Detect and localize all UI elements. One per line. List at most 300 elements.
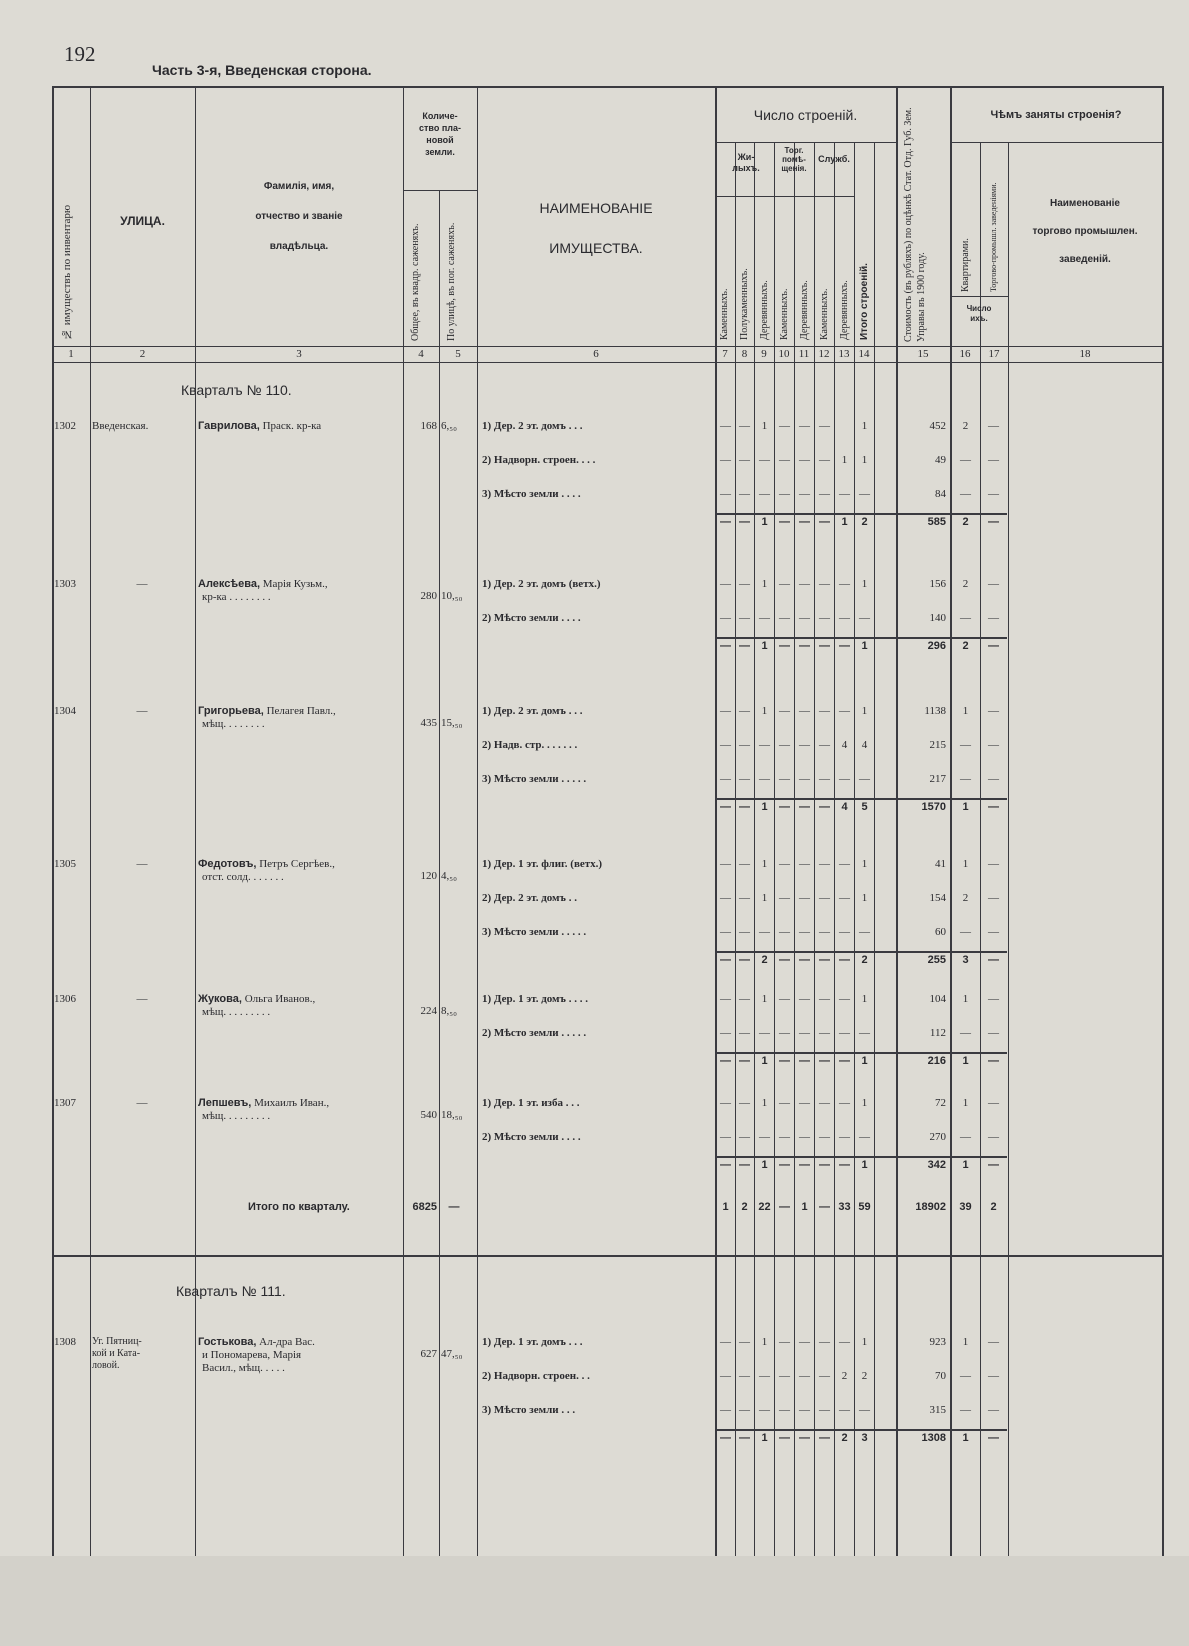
- kvartal-title: Кварталъ № 111.: [176, 1283, 286, 1299]
- subtotal-rule: [715, 951, 1007, 953]
- empty-cell: —: [819, 892, 830, 904]
- cell-c16: —: [960, 612, 971, 624]
- header-property-line: ИМУЩЕСТВА.: [549, 240, 643, 256]
- empty-cell: —: [779, 1097, 790, 1109]
- cell-cost: 154: [929, 892, 946, 904]
- total-c17: —: [988, 1432, 999, 1444]
- total-c14: 3: [861, 1432, 868, 1444]
- empty-cell: —: [819, 1370, 830, 1382]
- cell-c17: —: [988, 926, 999, 938]
- empty-cell: —: [799, 612, 810, 624]
- header-sub-stone: Каменныхъ.: [819, 288, 830, 340]
- cell-c14: 1: [861, 858, 868, 870]
- col-border: [439, 190, 440, 1556]
- page-number: 192: [64, 42, 96, 66]
- header-land-line: новой: [426, 135, 454, 145]
- owner-detail: и Пономарева, Марія: [202, 1349, 302, 1361]
- entry-owner: [198, 993, 398, 1019]
- cell-c16: —: [960, 488, 971, 500]
- total-c17: —: [988, 1159, 999, 1171]
- empty-cell: —: [720, 1131, 731, 1143]
- empty-cell: —: [739, 454, 750, 466]
- col-border: [90, 86, 91, 1556]
- cell-c14: —: [859, 773, 870, 785]
- header-owner-line: отчество и званіе: [255, 211, 343, 222]
- property-item: 1) Дер. 2 эт. домъ . . .: [482, 420, 583, 432]
- empty-cell: —: [819, 801, 830, 813]
- empty-cell: —: [799, 773, 810, 785]
- empty-cell: —: [799, 1159, 810, 1171]
- entry-owner: [198, 705, 398, 731]
- cell-c16: —: [960, 1027, 971, 1039]
- empty-cell: —: [819, 1055, 830, 1067]
- owner-surname: Гаврилова,: [198, 420, 260, 432]
- cell-cost: 60: [935, 926, 946, 938]
- total-c14: 1: [861, 640, 868, 652]
- header-inventory-no: № имуществъ по инвентарю: [61, 204, 73, 340]
- entry-land-street: 10,₅₀: [441, 590, 463, 602]
- cell-c17: —: [988, 488, 999, 500]
- kvartal-total-c8: 2: [741, 1201, 748, 1213]
- empty-cell: —: [720, 612, 731, 624]
- subtotal-rule: [715, 637, 1007, 639]
- owner-surname: Лепшевъ,: [198, 1097, 252, 1109]
- empty-cell: —: [739, 488, 750, 500]
- empty-cell: —: [739, 1055, 750, 1067]
- header-owner: [195, 172, 403, 262]
- owner-detail: Васил., мѣщ. . . . .: [202, 1362, 285, 1374]
- owner-detail: мѣщ. . . . . . . . .: [202, 1006, 271, 1018]
- entry-street: —: [136, 1097, 148, 1109]
- empty-cell: —: [819, 1336, 830, 1348]
- empty-cell: —: [779, 516, 790, 528]
- empty-cell: —: [819, 858, 830, 870]
- cell-c14: —: [859, 1131, 870, 1143]
- total-c16: 3: [962, 954, 969, 966]
- cell-c9: 1: [761, 858, 768, 870]
- empty-cell: —: [720, 1336, 731, 1348]
- entry-street: —: [136, 858, 148, 870]
- col-number: 7: [722, 348, 728, 360]
- empty-cell: —: [779, 1336, 790, 1348]
- occupied-header-split: [950, 142, 1162, 143]
- empty-cell: —: [720, 516, 731, 528]
- cell-c17: —: [988, 420, 999, 432]
- empty-cell: —: [779, 612, 790, 624]
- col-border: [195, 86, 196, 1556]
- kvartal-total-cost: 18902: [915, 1201, 946, 1213]
- empty-cell: —: [720, 954, 731, 966]
- cell-c17: —: [988, 1404, 999, 1416]
- owner-detail: Петръ Сергѣев.,: [259, 858, 335, 870]
- cell-c13: —: [839, 1336, 850, 1348]
- cell-c13: —: [839, 773, 850, 785]
- empty-cell: —: [799, 705, 810, 717]
- property-item: 1) Дер. 1 эт. домъ . . .: [482, 1336, 583, 1348]
- empty-cell: —: [799, 640, 810, 652]
- cell-c16: 1: [962, 705, 969, 717]
- empty-cell: —: [779, 1159, 790, 1171]
- empty-cell: —: [720, 1432, 731, 1444]
- total-c16: 1: [962, 1159, 969, 1171]
- col-number: 5: [455, 348, 461, 360]
- total-cost: 1308: [921, 1432, 946, 1444]
- col-number: 15: [917, 348, 929, 360]
- cell-c14: —: [859, 612, 870, 624]
- cell-c16: —: [960, 926, 971, 938]
- cell-c9: 1: [761, 1336, 768, 1348]
- owner-detail: Ольга Иванов.,: [244, 993, 316, 1005]
- cell-c13: 1: [841, 454, 848, 466]
- header-residential-line: лыхъ.: [732, 163, 760, 173]
- owner-surname: Алексѣева,: [198, 578, 261, 590]
- header-property-line: НАИМЕНОВАНІЕ: [539, 200, 653, 216]
- cell-c9: 1: [761, 892, 768, 904]
- empty-cell: —: [799, 892, 810, 904]
- cell-c9: —: [759, 1131, 770, 1143]
- entry-number: 1306: [54, 993, 76, 1005]
- cell-cost: 104: [929, 993, 946, 1005]
- cell-c17: —: [988, 705, 999, 717]
- header-trade-name: [1008, 190, 1162, 274]
- owner-detail: Марія Кузьм.,: [262, 578, 328, 590]
- empty-cell: —: [799, 1027, 810, 1039]
- empty-cell: —: [739, 640, 750, 652]
- total-c14: 5: [861, 801, 868, 813]
- cell-c17: —: [988, 773, 999, 785]
- header-property: [477, 188, 715, 268]
- cell-c16: —: [960, 773, 971, 785]
- building-type-split: [715, 196, 855, 197]
- header-street: УЛИЦА.: [120, 214, 165, 228]
- cell-c13: —: [839, 926, 850, 938]
- col-number: 4: [418, 348, 424, 360]
- col-number: 8: [741, 348, 748, 360]
- header-land-qty: [403, 110, 477, 158]
- entry-land-street: 6,₅₀: [441, 420, 457, 432]
- empty-cell: —: [720, 1370, 731, 1382]
- cell-c13: —: [839, 993, 850, 1005]
- cell-c9: —: [759, 1370, 770, 1382]
- colnum-bottom-border: [52, 362, 1162, 363]
- col-number: 13: [838, 348, 850, 360]
- col-number: 14: [858, 348, 870, 360]
- empty-cell: —: [739, 954, 750, 966]
- owner-detail: мѣщ. . . . . . . . .: [202, 1110, 271, 1122]
- empty-cell: —: [819, 705, 830, 717]
- kvartal-total-land: 6825: [412, 1201, 437, 1213]
- header-land-street: По улицѣ, въ пог. саженяхъ.: [446, 222, 457, 341]
- header-sub-stone: Каменныхъ.: [779, 288, 790, 340]
- empty-cell: —: [720, 892, 731, 904]
- cell-cost: 215: [929, 739, 946, 751]
- cell-c17: —: [988, 1097, 999, 1109]
- header-commercial-line: щенія.: [781, 164, 807, 173]
- total-c13: —: [839, 640, 850, 652]
- empty-cell: —: [720, 705, 731, 717]
- empty-cell: —: [799, 1432, 810, 1444]
- empty-cell: —: [739, 705, 750, 717]
- cell-c14: 1: [861, 705, 868, 717]
- total-c9: 1: [761, 801, 768, 813]
- total-c16: 1: [962, 801, 969, 813]
- header-buildings-count: Число строеній.: [753, 107, 858, 123]
- owner-detail: Михаилъ Иван.,: [254, 1097, 330, 1109]
- property-item: 1) Дер. 1 эт. изба . . .: [482, 1097, 580, 1109]
- entry-owner: [198, 578, 398, 604]
- empty-cell: —: [799, 420, 810, 432]
- empty-cell: —: [799, 578, 810, 590]
- cell-c16: —: [960, 739, 971, 751]
- empty-cell: —: [799, 516, 810, 528]
- property-item: 3) Мѣсто земли . . . .: [482, 488, 581, 500]
- entry-land-total: 168: [420, 420, 437, 432]
- empty-cell: —: [739, 1370, 750, 1382]
- empty-cell: —: [720, 926, 731, 938]
- empty-cell: —: [720, 858, 731, 870]
- col-number: 10: [778, 348, 790, 360]
- empty-cell: —: [819, 1404, 830, 1416]
- cell-cost: 923: [929, 1336, 946, 1348]
- table-top-border: [52, 86, 1162, 88]
- cell-cost: 49: [935, 454, 946, 466]
- count-header-split: [950, 296, 1008, 297]
- entry-land-total: 120: [420, 870, 437, 882]
- empty-cell: —: [819, 640, 830, 652]
- empty-cell: —: [739, 892, 750, 904]
- cell-c17: —: [988, 1027, 999, 1039]
- owner-surname: Федотовъ,: [198, 858, 257, 870]
- total-c13: 4: [841, 801, 848, 813]
- total-cost: 216: [927, 1055, 946, 1067]
- property-item: 3) Мѣсто земли . . . . .: [482, 926, 587, 938]
- cell-c13: —: [839, 612, 850, 624]
- empty-cell: —: [819, 488, 830, 500]
- header-trade-line: заведеній.: [1059, 254, 1111, 265]
- empty-cell: —: [799, 926, 810, 938]
- cell-c14: 1: [861, 454, 868, 466]
- empty-cell: —: [739, 1336, 750, 1348]
- cell-cost: 140: [929, 612, 946, 624]
- empty-cell: —: [779, 1432, 790, 1444]
- cell-c16: 2: [962, 578, 969, 590]
- subtotal-rule: [715, 1156, 1007, 1158]
- property-item: 1) Дер. 2 эт. домъ . . .: [482, 705, 583, 717]
- cell-c9: 1: [761, 705, 768, 717]
- cell-c13: —: [839, 858, 850, 870]
- empty-cell: —: [720, 739, 731, 751]
- cell-c13: —: [839, 892, 850, 904]
- empty-cell: —: [799, 1404, 810, 1416]
- empty-cell: —: [720, 454, 731, 466]
- empty-cell: —: [739, 926, 750, 938]
- col-number: 12: [818, 348, 830, 360]
- header-count-of: [950, 304, 1008, 324]
- entry-street: —: [136, 993, 148, 1005]
- entry-street: Уг. Пятниц-: [92, 1336, 142, 1347]
- total-c14: 1: [861, 1055, 868, 1067]
- header-trade-line: торгово промышлен.: [1032, 226, 1138, 237]
- property-item: 2) Надворн. строен. . .: [482, 1370, 590, 1382]
- cell-c16: 2: [962, 892, 969, 904]
- kvartal-total-c17: 2: [990, 1201, 997, 1213]
- empty-cell: —: [779, 1055, 790, 1067]
- kvartal-total-street: —: [448, 1201, 460, 1213]
- owner-surname: Григорьева,: [198, 705, 264, 717]
- owner-detail: кр-ка . . . . . . . .: [202, 591, 271, 603]
- empty-cell: —: [779, 801, 790, 813]
- empty-cell: —: [779, 640, 790, 652]
- cell-cost: 41: [935, 858, 946, 870]
- subtotal-rule: [715, 513, 1007, 515]
- total-c13: —: [839, 1159, 850, 1171]
- kvartal-total-c12: —: [819, 1201, 830, 1213]
- entry-land-total: 540: [420, 1109, 437, 1121]
- empty-cell: —: [799, 1097, 810, 1109]
- total-c16: 2: [962, 640, 969, 652]
- entry-land-street: 18,₅₀: [441, 1109, 463, 1121]
- section-divider: [52, 1255, 1162, 1257]
- empty-cell: —: [739, 1432, 750, 1444]
- col-number: 16: [959, 348, 971, 360]
- empty-cell: —: [720, 801, 731, 813]
- empty-cell: —: [739, 739, 750, 751]
- total-c9: 1: [761, 1159, 768, 1171]
- total-c13: —: [839, 954, 850, 966]
- entry-street: —: [136, 705, 148, 717]
- cell-c14: 1: [861, 420, 868, 432]
- empty-cell: —: [720, 993, 731, 1005]
- entry-number: 1308: [54, 1336, 76, 1348]
- cell-c17: —: [988, 454, 999, 466]
- empty-cell: —: [819, 454, 830, 466]
- land-header-split: [403, 190, 477, 191]
- total-c9: 2: [761, 954, 768, 966]
- total-c9: 1: [761, 516, 768, 528]
- total-cost: 1570: [921, 801, 946, 813]
- entry-land-total: 627: [420, 1348, 437, 1360]
- header-sub-halfstone: Полукаменныхъ.: [739, 268, 750, 340]
- cell-c14: 1: [861, 578, 868, 590]
- col-number: 6: [593, 348, 599, 360]
- buildings-header-split: [715, 142, 896, 143]
- empty-cell: —: [819, 420, 830, 432]
- empty-cell: —: [819, 993, 830, 1005]
- empty-cell: —: [779, 739, 790, 751]
- empty-cell: —: [739, 578, 750, 590]
- total-cost: 585: [927, 516, 946, 528]
- cell-c9: 1: [761, 420, 768, 432]
- owner-surname: Жукова,: [198, 993, 242, 1005]
- cell-c9: —: [759, 488, 770, 500]
- header-bottom-border: [52, 346, 1162, 347]
- col-number: 18: [1079, 348, 1091, 360]
- cell-c17: —: [988, 858, 999, 870]
- empty-cell: —: [819, 1159, 830, 1171]
- empty-cell: —: [779, 1131, 790, 1143]
- empty-cell: —: [739, 1097, 750, 1109]
- empty-cell: —: [819, 954, 830, 966]
- property-item: 1) Дер. 1 эт. домъ . . . .: [482, 993, 588, 1005]
- cell-cost: 1138: [924, 705, 946, 717]
- entry-number: 1307: [54, 1097, 76, 1109]
- empty-cell: —: [739, 993, 750, 1005]
- empty-cell: —: [720, 1097, 731, 1109]
- cell-c13: —: [839, 705, 850, 717]
- empty-cell: —: [739, 1027, 750, 1039]
- empty-cell: —: [819, 739, 830, 751]
- empty-cell: —: [739, 773, 750, 785]
- cell-c17: —: [988, 1336, 999, 1348]
- cell-c9: —: [759, 454, 770, 466]
- kvartal-total-label: Итого по кварталу.: [248, 1201, 350, 1213]
- entry-owner: [198, 858, 398, 884]
- total-c17: —: [988, 801, 999, 813]
- property-item: 1) Дер. 1 эт. флиг. (ветх.): [482, 858, 603, 870]
- cell-c16: 1: [962, 993, 969, 1005]
- total-c17: —: [988, 954, 999, 966]
- entry-number: 1302: [54, 420, 76, 432]
- property-item: 2) Мѣсто земли . . . . .: [482, 1027, 587, 1039]
- header-residential-line: Жи-: [737, 152, 755, 162]
- cell-c13: 2: [841, 1370, 848, 1382]
- total-c17: —: [988, 640, 999, 652]
- cell-c9: —: [759, 773, 770, 785]
- empty-cell: —: [819, 1131, 830, 1143]
- cell-c16: 1: [962, 858, 969, 870]
- header-sub-wood: Деревянныхъ.: [799, 280, 810, 340]
- empty-cell: —: [720, 1027, 731, 1039]
- empty-cell: —: [819, 773, 830, 785]
- cell-c9: —: [759, 739, 770, 751]
- cell-c13: 4: [841, 739, 848, 751]
- cell-cost: 72: [935, 1097, 946, 1109]
- property-item: 2) Надв. стр. . . . . . .: [482, 739, 578, 751]
- entry-land-total: 435: [420, 717, 437, 729]
- total-cost: 342: [927, 1159, 946, 1171]
- cell-c17: —: [988, 1131, 999, 1143]
- cell-c14: 1: [861, 1336, 868, 1348]
- header-owner-line: владѣльца.: [269, 241, 329, 252]
- cell-c17: —: [988, 739, 999, 751]
- empty-cell: —: [779, 705, 790, 717]
- total-c14: 2: [861, 954, 868, 966]
- empty-cell: —: [799, 858, 810, 870]
- empty-cell: —: [779, 1404, 790, 1416]
- entry-number: 1303: [54, 578, 76, 590]
- col-border: [874, 142, 875, 1556]
- cell-cost: 270: [929, 1131, 946, 1143]
- total-c16: 2: [962, 516, 969, 528]
- owner-detail: Праск. кр-ка: [262, 420, 322, 432]
- empty-cell: —: [819, 1432, 830, 1444]
- empty-cell: —: [779, 954, 790, 966]
- cell-c17: —: [988, 578, 999, 590]
- header-commercial: [775, 146, 813, 173]
- entry-number: 1304: [54, 705, 76, 717]
- property-item: 2) Мѣсто земли . . . .: [482, 1131, 581, 1143]
- empty-cell: —: [739, 516, 750, 528]
- entry-owner: [198, 420, 398, 433]
- empty-cell: —: [779, 993, 790, 1005]
- empty-cell: —: [720, 1159, 731, 1171]
- header-total-buildings: Итого строеній.: [859, 263, 870, 340]
- owner-detail: мѣщ. . . . . . . .: [202, 718, 265, 730]
- cell-c16: —: [960, 1370, 971, 1382]
- cell-c13: —: [839, 488, 850, 500]
- empty-cell: —: [739, 1159, 750, 1171]
- cell-c9: —: [759, 926, 770, 938]
